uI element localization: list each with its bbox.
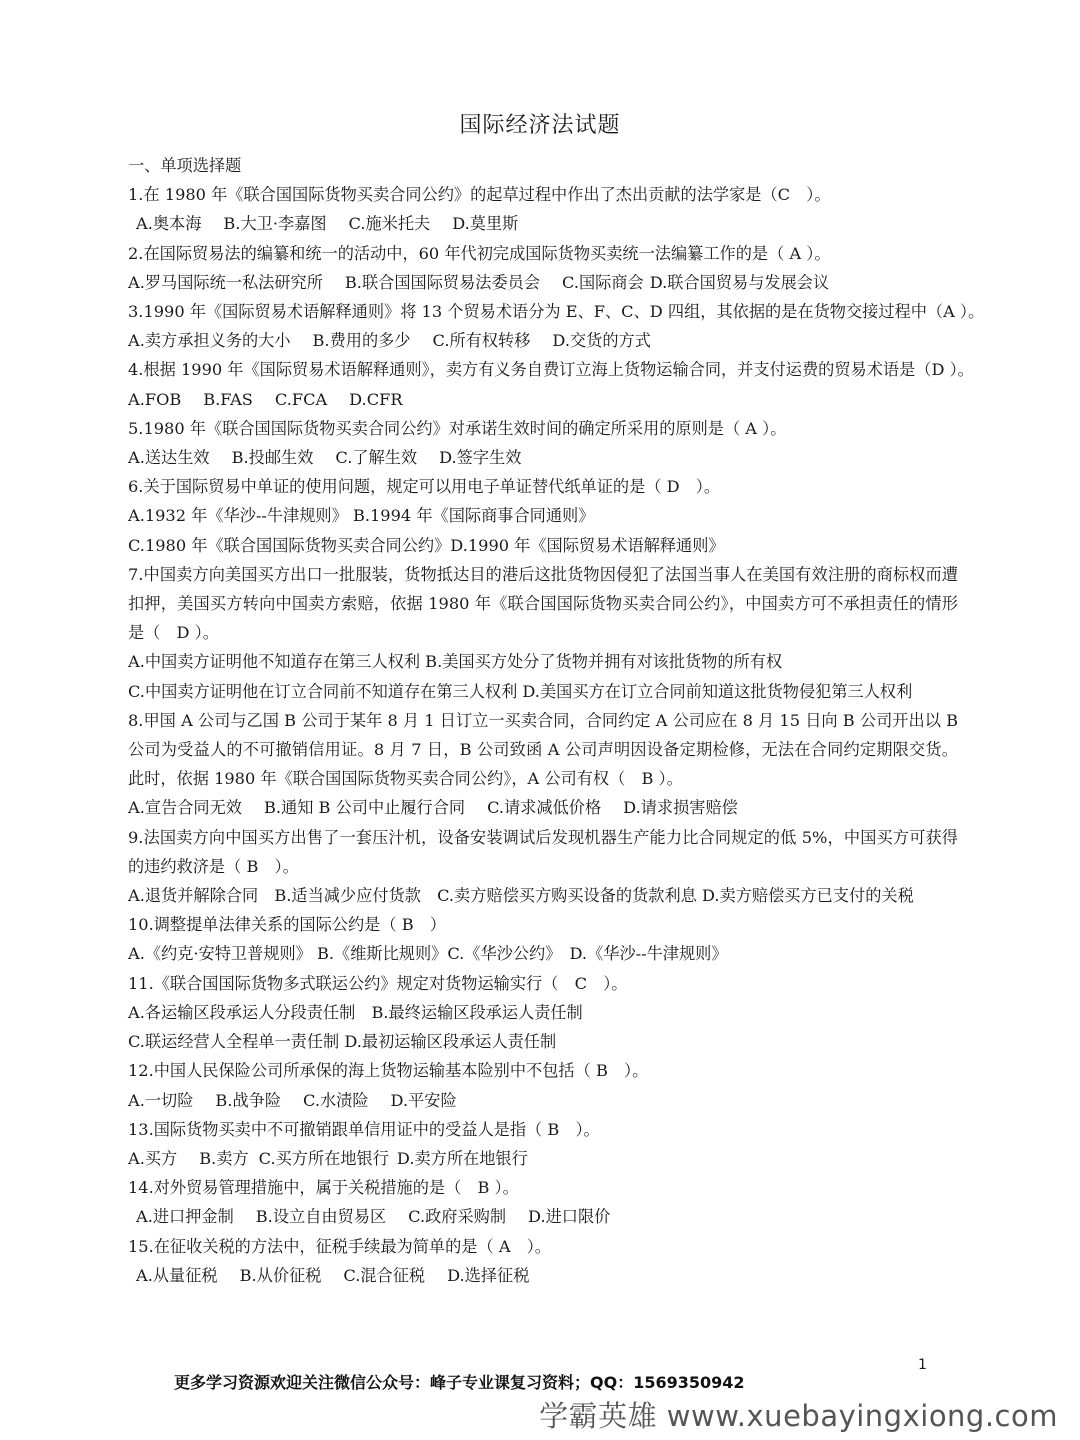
question-5-stem: 5.1980 年《联合国国际货物买卖合同公约》对承诺生效时间的确定所采用的原则是（ A ）。 [128, 418, 787, 438]
question-7-options-row-2: C.中国卖方证明他在订立合同前不知道存在第三人权利 D.美国买方在订立合同前知道这批货物侵犯第三人权利 [128, 681, 913, 701]
option: A.卖方承担义务的大小 [128, 331, 291, 351]
option: A.罗马国际统一私法研究所 [128, 272, 323, 292]
option: D.进口限价 [528, 1207, 611, 1227]
option: C.混合征税 [343, 1265, 426, 1285]
question-11-stem: 11.《联合国国际货物多式联运公约》规定对货物运输实行（ C ）。 [128, 973, 628, 993]
question-14-options [128, 1202, 958, 1231]
option: D.CFR [349, 389, 403, 409]
question-6-options-row-2: C.1980 年《联合国国际货物买卖合同公约》D.1990 年《国际贸易术语解释通则》 [128, 535, 725, 555]
question-15-options [128, 1261, 958, 1290]
option: B.从价征税 [239, 1265, 322, 1285]
option: D.平安险 [390, 1090, 457, 1110]
option: A.送达生效 [128, 448, 210, 468]
question-1-options [128, 209, 958, 238]
option: A.奥本海 [136, 214, 202, 234]
option: C.买方所在地银行 [258, 1148, 389, 1168]
watermark: 学霸英雄 www.xuebayingxiong.com [539, 1399, 1058, 1433]
question-7-options-row-1: A.中国卖方证明他不知道存在第三人权利 B.美国买方处分了货物并拥有对该批货物的所有权 [128, 652, 783, 672]
question-15-stem: 15.在征收关税的方法中，征税手续最为简单的是（ A ）。 [128, 1236, 551, 1256]
option: A.宣告合同无效 [128, 798, 242, 818]
question-13-options [128, 1144, 958, 1173]
question-9-stem: 9.法国卖方向中国买方出售了一套压汁机，设备安装调试后发现机器生产能力比合同规定的低 5%，中国买方可获得的违约救济是（ B ）。 [128, 827, 958, 876]
question-3-stem: 3.1990 年《国际贸易术语解释通则》将 13 个贸易术语分为 E、F、C、D 四组，其依据的是在货物交接过程中（A ）。 [128, 302, 985, 322]
option: B.通知 B 公司中止履行合同 [263, 798, 466, 818]
question-7-stem: 7.中国卖方向美国买方出口一批服装，货物抵达目的港后这批货物因侵犯了法国当事人在美国有效注册的商标权而遭扣押，美国买方转向中国卖方索赔，依据 1980 年《联合国国际货物买卖合同公约》，中国卖方可不承担责任的情形是（ D ）。 [128, 564, 958, 643]
page-number: 1 [918, 1357, 927, 1373]
document-title: 国际经济法试题 [459, 113, 621, 138]
option: B.FAS [203, 389, 253, 409]
option: A.进口押金制 [136, 1207, 234, 1227]
option: B.费用的多少 [312, 331, 411, 351]
question-4-options [128, 385, 958, 414]
question-13-stem: 13.国际货物买卖中不可撤销跟单信用证中的受益人是指（ B ）。 [128, 1119, 600, 1139]
footer-notice: 更多学习资源欢迎关注微信公众号：峰子专业课复习资料；QQ：1569350942 [174, 1373, 745, 1392]
option: A.FOB [128, 389, 182, 409]
question-6-options-row-1: A.1932 年《华沙--牛津规则》 B.1994 年《国际商事合同通则》 [128, 506, 595, 526]
option: C.请求减低价格 [487, 798, 602, 818]
option: B.投邮生效 [231, 448, 314, 468]
question-9-options: A.退货并解除合同 B.适当减少应付货款 C.卖方赔偿买方购买设备的货款利息 D.卖方赔偿买方已支付的关税 [128, 886, 914, 906]
option: C.国际商会 [562, 272, 644, 292]
section-heading: 一、单项选择题 [128, 156, 242, 175]
option: C.政府采购制 [408, 1207, 507, 1227]
option: B.设立自由贸易区 [255, 1207, 387, 1227]
question-10-options: A.《约克·安特卫普规则》 B.《维斯比规则》C.《华沙公约》 D.《华沙--牛津规则》 [128, 944, 728, 964]
option: B.大卫·李嘉图 [223, 214, 327, 234]
option: C.施米托夫 [348, 214, 431, 234]
option: B.联合国国际贸易法委员会 [344, 272, 541, 292]
option: B.战争险 [215, 1090, 282, 1110]
option: D.选择征税 [447, 1265, 530, 1285]
question-12-options [128, 1086, 958, 1115]
question-14-stem: 14.对外贸易管理措施中，属于关税措施的是（ B ）。 [128, 1178, 519, 1198]
option: A.一切险 [128, 1090, 194, 1110]
option: D.联合国贸易与发展会议 [649, 272, 830, 292]
option: D.卖方所在地银行 [396, 1148, 528, 1168]
question-5-options [128, 443, 958, 472]
question-11-options-row-2: C.联运经营人全程单一责任制 D.最初运输区段承运人责任制 [128, 1032, 557, 1052]
option: A.买方 [128, 1148, 178, 1168]
question-1-stem: 1.在 1980 年《联合国国际货物买卖合同公约》的起草过程中作出了杰出贡献的法学家是（C ）。 [128, 185, 831, 205]
question-10-stem: 10.调整提单法律关系的国际公约是（ B ） [128, 915, 446, 935]
question-3-options [128, 326, 958, 355]
option: D.签字生效 [439, 448, 522, 468]
option: B.卖方 [199, 1148, 249, 1168]
option: C.水渍险 [303, 1090, 369, 1110]
question-2-stem: 2.在国际贸易法的编纂和统一的活动中，60 年代初完成国际货物买卖统一法编纂工作的是（ A ）。 [128, 243, 831, 263]
question-2-options [128, 268, 958, 297]
question-8-stem: 8.甲国 A 公司与乙国 B 公司于某年 8 月 1 日订立一买卖合同，合同约定 A 公司应在 8 月 15 日向 B 公司开出以 B 公司为受益人的不可撤销信用证。8 月 7 日，B 公司致函 A 公司声明因设备定期检修，无法在合同约定期限交货。此时，依据 1980 年《联合国国际货物买卖合同公约》，A 公司有权（ B ）。 [128, 710, 958, 789]
question-list [128, 151, 985, 1290]
question-11-options-row-1: A.各运输区段承运人分段责任制 B.最终运输区段承运人责任制 [128, 1002, 583, 1022]
question-6-stem: 6.关于国际贸易中单证的使用问题，规定可以用电子单证替代纸单证的是（ D ）。 [128, 477, 721, 497]
option: A.从量征税 [136, 1265, 218, 1285]
option: C.所有权转移 [432, 331, 531, 351]
option: C.FCA [274, 389, 328, 409]
option: D.请求损害赔偿 [623, 798, 738, 818]
question-4-stem: 4.根据 1990 年《国际贸易术语解释通则》，卖方有义务自费订立海上货物运输合同，并支付运费的贸易术语是（D ）。 [128, 360, 974, 380]
option: D.交货的方式 [552, 331, 651, 351]
question-8-options [128, 793, 958, 822]
question-12-stem: 12.中国人民保险公司所承保的海上货物运输基本险别中不包括（ B ）。 [128, 1061, 649, 1081]
option: D.莫里斯 [452, 214, 519, 234]
option: C.了解生效 [335, 448, 418, 468]
